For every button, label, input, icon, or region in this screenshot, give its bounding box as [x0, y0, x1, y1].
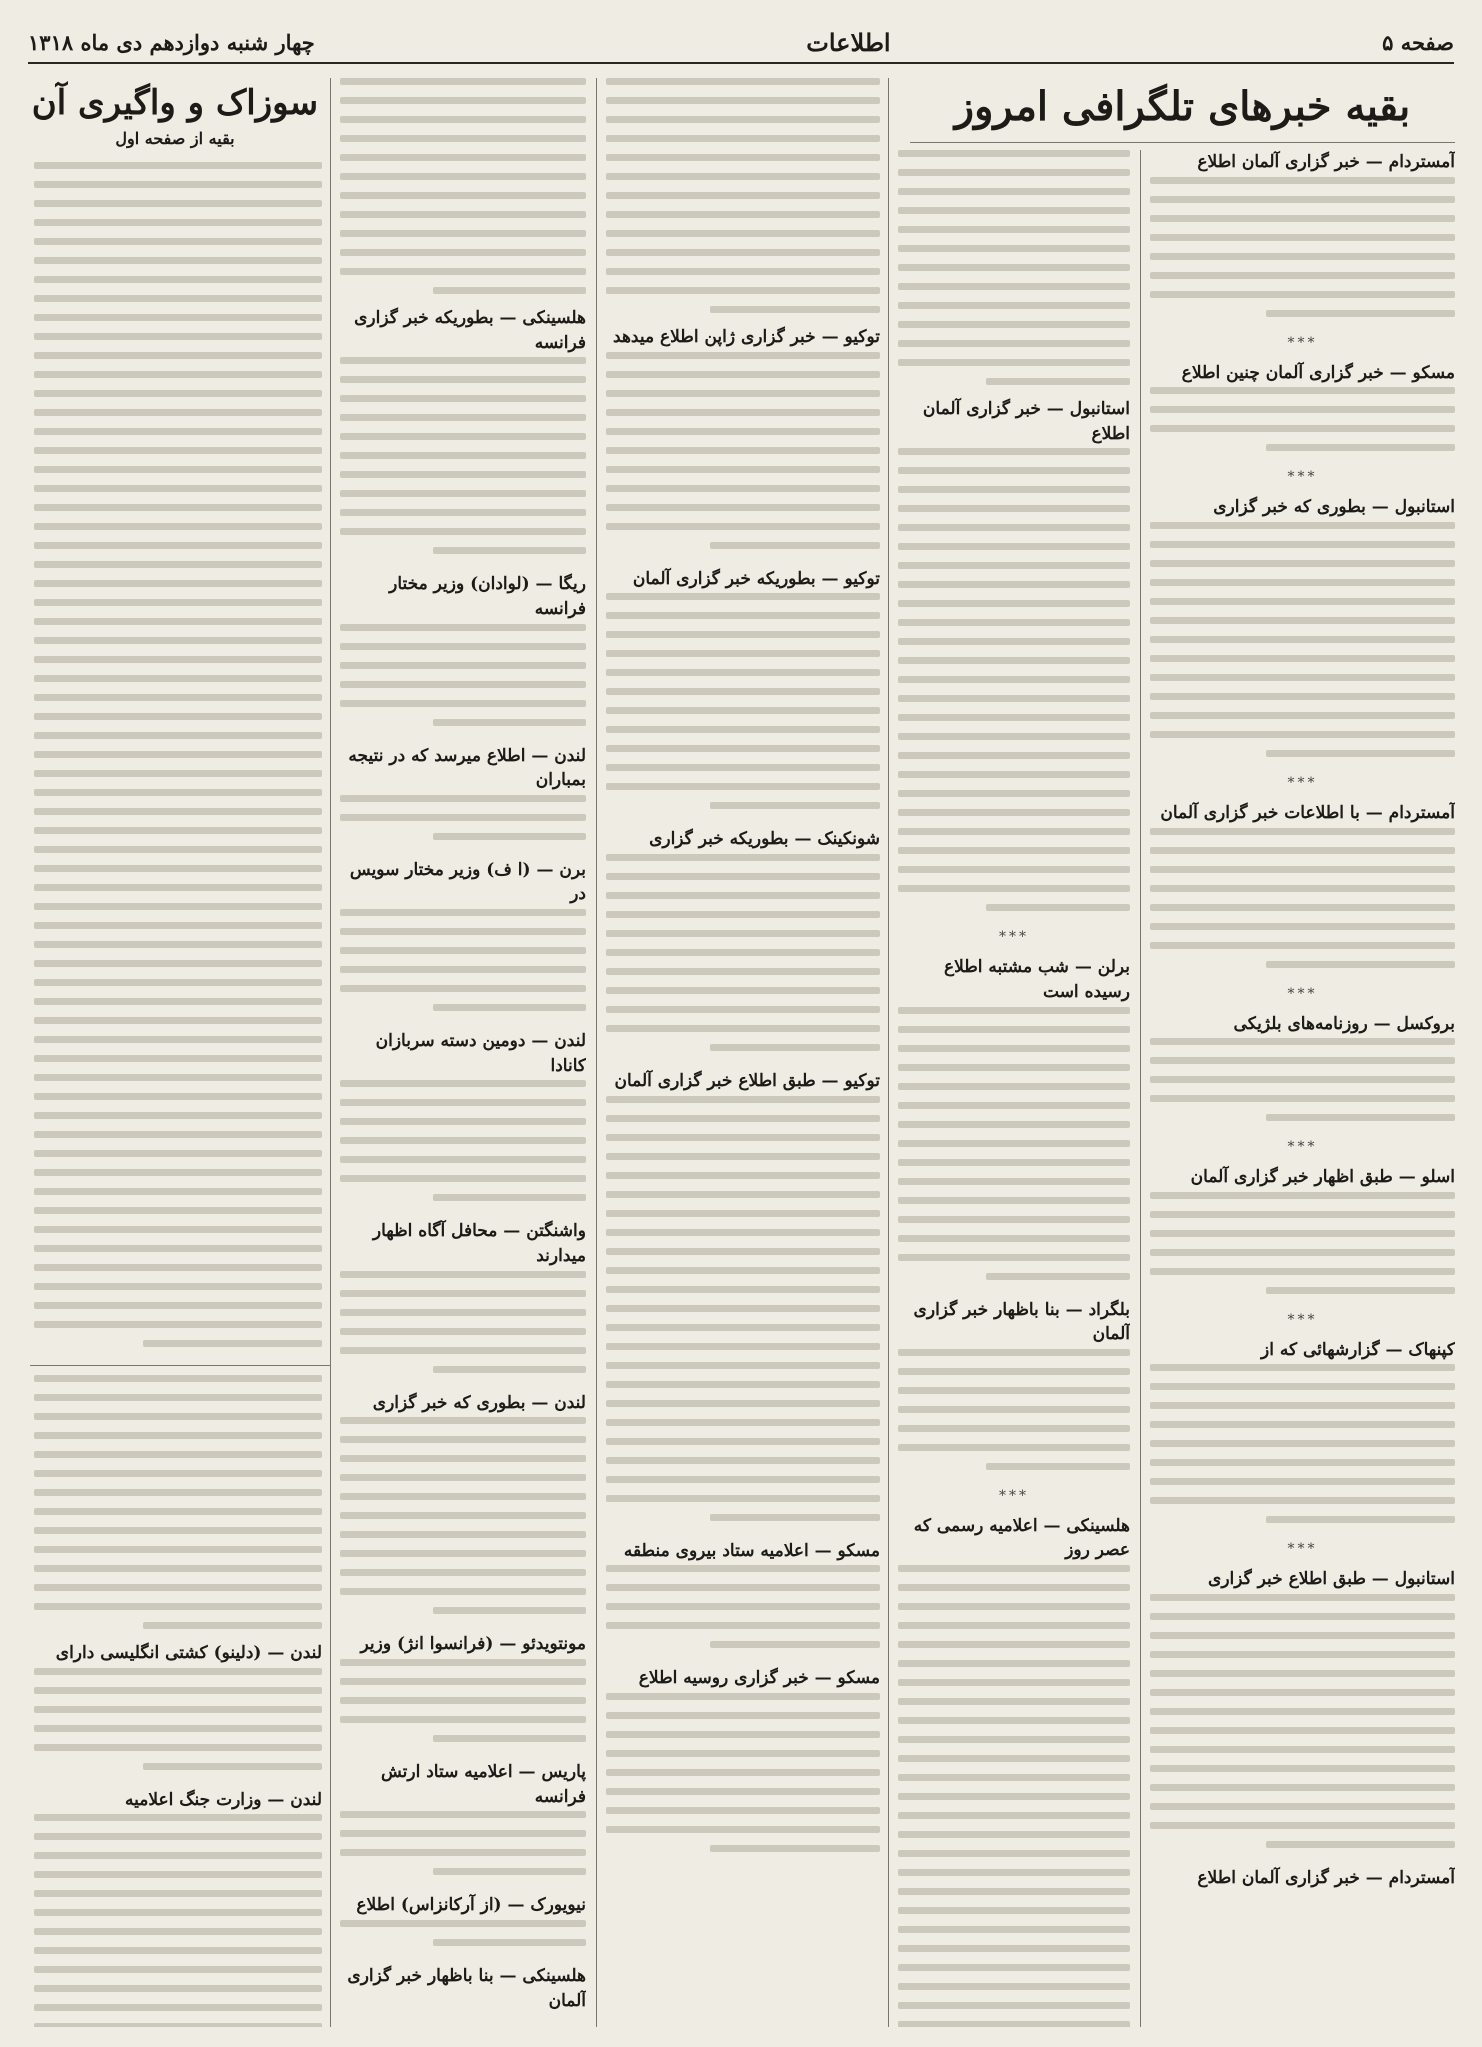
news-item: [340, 306, 586, 554]
news-item: [898, 1514, 1130, 2027]
item-dateline: لندن — اطلاع میرسد که در نتیجه بمباران: [348, 745, 586, 791]
news-item: [1150, 1165, 1455, 1294]
news-item: [340, 572, 586, 725]
item-dateline: کپنهاک — گزارشهائی که از: [1261, 1339, 1455, 1360]
news-item: [1150, 361, 1455, 452]
news-item: [898, 1298, 1130, 1470]
item-dateline: مونتویدئو — (فرانسوا انژ) وزیر: [360, 1634, 586, 1655]
masthead: [28, 22, 1454, 64]
news-item: [340, 1964, 586, 2013]
news-item: [340, 744, 586, 840]
news-item: [1150, 1567, 1455, 1848]
item-dateline: آمستردام — خبر گزاری آلمان اطلاع: [1197, 152, 1455, 172]
news-item: [1150, 150, 1455, 317]
item-dateline: لندن — (دلینو) کشتی انگلیسی دارای: [55, 1643, 322, 1663]
item-dateline: بلگراد — بنا باظهار خبر گزاری آلمان: [913, 1299, 1130, 1345]
news-item: [340, 1029, 586, 1201]
item-dateline: لندن — وزارت جنگ اعلامیه: [125, 1789, 322, 1810]
item-dateline: ریگا — (لوادان) وزیر مختار فرانسه: [389, 574, 586, 619]
column-2: استانبول — خبر گزاری آلمان اطلاع *** برلن — شب مشتبه اطلاع رسیده است بلگراد — بنا باظهار خبر گزاری آلمان *** هلسینکی — اعلامیه رسمی که عصر روز: [898, 150, 1130, 2027]
news-item: [340, 1893, 586, 1946]
news-item: [34, 1788, 322, 2027]
left-feature-continued: بقیه از صفحه اول: [115, 129, 235, 148]
item-dateline: استانبول — طبق اطلاع خبر گزاری: [1208, 1569, 1455, 1590]
news-item: [340, 1219, 586, 1372]
item-dateline: آمستردام — خبر گزاری آلمان اطلاع: [1197, 1868, 1455, 1889]
news-item: [1150, 801, 1455, 968]
column-5-feature: [34, 162, 322, 1357]
main-headline: بقیه خبرهای تلگرافی امروز: [954, 83, 1411, 130]
left-feature-headline: سوزاک و واگیری آن: [31, 83, 319, 123]
item-dateline: اسلو — طبق اظهار خبر گزاری آلمان: [1190, 1167, 1455, 1188]
item-dateline: استانبول — بطوری که خبر گزاری: [1213, 497, 1455, 518]
column-3: [606, 78, 880, 2027]
news-item: [340, 858, 586, 1011]
column-1: آمستردام — خبر گزاری آلمان اطلاع *** مسکو — خبر گزاری آلمان چنین اطلاع *** استانبول — بطوری که خبر گزاری *** آمستردام — با اطلاعات خبر گزاری آلمان *** بروکسل — روزنامه‌های بلژیکی *** اسلو — طبق اظهار خبر گزاری آلمان *** کپنهاک — گزارشهائی که از *** استانبول — طبق اطلاع خبر گزاری آمستردام — خبر گزاری آلمان اطلاع: [1150, 150, 1455, 2027]
item-dateline: برن — (ا ف) وزیر مختار سویس در: [349, 859, 586, 905]
item-dateline: هلسینکی — بطوریکه خبر گزاری فرانسه: [354, 308, 586, 353]
news-item: [340, 1632, 586, 1742]
item-dateline: توکیو — خبر گزاری ژاپن اطلاع میدهد: [613, 327, 880, 347]
item-dateline: پاریس — اعلامیه ستاد ارتش فرانسه: [380, 1761, 586, 1807]
news-item: [340, 1760, 586, 1875]
item-dateline: استانبول — خبر گزاری آلمان اطلاع: [922, 399, 1130, 444]
news-item: [606, 1666, 880, 1852]
item-dateline: مسکو — اعلامیه ستاد بیروی منطقه: [623, 1540, 880, 1561]
item-dateline: لندن — دومین دسته سربازان کانادا: [375, 1031, 586, 1076]
item-dateline: نیویورک — (از آرکانزاس) اطلاع: [356, 1895, 586, 1916]
news-item: [606, 1539, 880, 1649]
news-item: [898, 955, 1130, 1279]
news-item: [606, 827, 880, 1051]
item-dateline: هلسینکی — اعلامیه رسمی که عصر روز: [913, 1515, 1130, 1561]
column-4: [340, 78, 586, 2027]
item-dateline: بروکسل — روزنامه‌های بلژیکی: [1233, 1013, 1455, 1034]
news-item: [606, 325, 880, 549]
item-dateline: شونکینک — بطوریکه خبر گزاری: [649, 829, 880, 850]
news-item: [1150, 1012, 1455, 1122]
news-item: [34, 1641, 322, 1770]
item-dateline: آمستردام — با اطلاعات خبر گزاری آلمان: [1160, 802, 1455, 823]
item-dateline: واشنگتن — محافل آگاه اظهار میدارند: [372, 1221, 586, 1267]
news-item: [606, 1069, 880, 1521]
news-item: [606, 567, 880, 810]
news-item: [1150, 495, 1455, 757]
paper-name: اطلاعات: [806, 27, 891, 57]
news-item: [1150, 1338, 1455, 1524]
issue-date: چهار شنبه دوازدهم دی ماه ۱۳۱۸: [28, 29, 315, 55]
item-dateline: توکیو — بطوریکه خبر گزاری آلمان: [632, 568, 880, 589]
item-dateline: توکیو — طبق اطلاع خبر گزاری آلمان: [614, 1070, 880, 1091]
item-dateline: برلن — شب مشتبه اطلاع رسیده است: [943, 957, 1130, 1002]
news-item: [898, 397, 1130, 911]
item-dateline: لندن — بطوری که خبر گزاری: [372, 1392, 586, 1413]
column-5-bottom: [34, 1375, 322, 2027]
news-item: [340, 1391, 586, 1615]
item-dateline: هلسینکی — بنا باظهار خبر گزاری آلمان: [347, 1965, 586, 2011]
page-number: صفحه ۵: [1382, 29, 1454, 55]
item-dateline: مسکو — خبر گزاری آلمان چنین اطلاع: [1181, 362, 1455, 383]
item-dateline: مسکو — خبر گزاری روسیه اطلاع: [638, 1668, 880, 1689]
news-item: [1150, 1866, 1455, 1891]
